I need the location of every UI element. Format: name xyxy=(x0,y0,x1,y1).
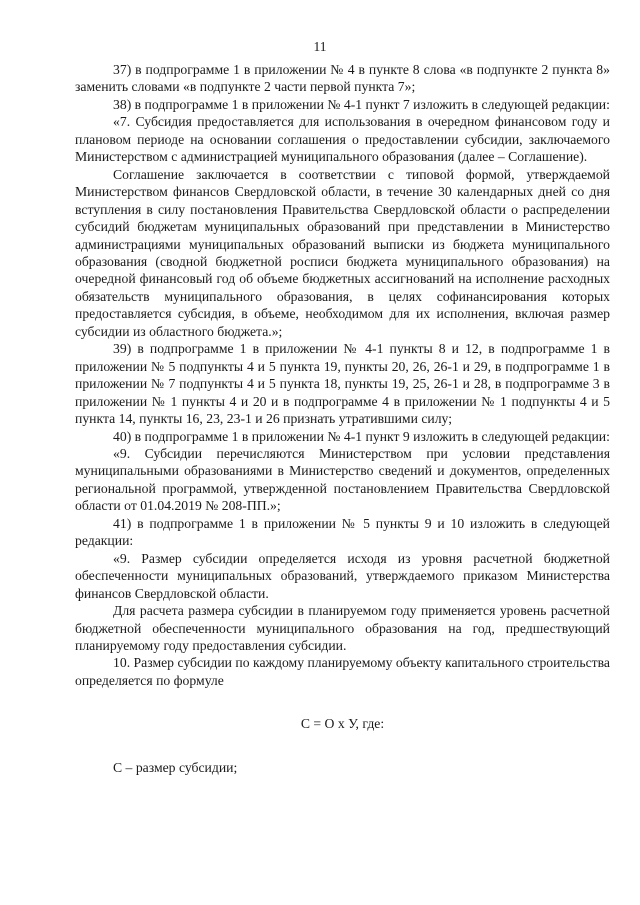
document-body xyxy=(75,61,610,776)
agreement-paragraph: Соглашение заключается в соответствии с типовой формой, утверждаемой Министерством финансов Свердловской области, в течение 30 календарных дней со дня вступления в силу постановления Правительства Свердловской области о распределении субсидий бюджетам муниципальных образований при представлении в Министерство администрациями муниципальных образований выписки из бюджета муниципального образования (сводной бюджетной росписи бюджета муниципального образования) на очередной финансовый год об объеме бюджетных ассигнований на исполнение расходных обязательств муниципального образования, в целях софинансирования которых предоставляется субсидия, в объеме, необходимом для их исполнения, включая размер субсидии из областного бюджета.»; xyxy=(75,166,610,339)
formula: С = О х У, где: xyxy=(300,716,385,732)
quoted-point-9: «9. Субсидии перечисляются Министерством при условии представления муниципальными образованиями в Министерство сведений и документов, определенных региональной программой, утвержденной постановлением Правительства Свердловской области от 01.04.2019 № 208-ПП.»; xyxy=(75,445,610,514)
formula-definition: С – размер субсидии; xyxy=(113,759,238,775)
quoted-point-9-size: «9. Размер субсидии определяется исходя из уровня расчетной бюджетной обеспеченности муниципальных образований, утверждаемого приказом Министерства финансов Свердловской области. xyxy=(75,550,610,601)
paragraph-item-39: 39) в подпрограмме 1 в приложении № 4-1 пункты 8 и 12, в подпрограмме 1 в приложении № 5 подпункты 4 и 5 пункта 19, пункты 20, 26, 26-1 и 29, в подпрограмме 1 в приложении № 7 подпункты 4 и 5 пункта 18, пункты 19, 25, 26-1 и 28, в подпрограмме 3 в приложении № 1 пункты 4 и 20 и в подпрограмме 4 в приложении № 1 подпункты 4 и 5 пункта 14, пункты 16, 23, 23-1 и 26 признать утратившими силу; xyxy=(75,341,610,427)
paragraph-item-40: 40) в подпрограмме 1 в приложении № 4-1 пункт 9 изложить в следующей редакции: xyxy=(113,428,610,444)
paragraph-item-38: 38) в подпрограмме 1 в приложении № 4-1 пункт 7 изложить в следующей редакции: xyxy=(113,96,610,112)
paragraph-item-41: 41) в подпрограмме 1 в приложении № 5 пункты 9 и 10 изложить в следующей редакции: xyxy=(75,515,610,549)
paragraph-item-37: 37) в подпрограмме 1 в приложении № 4 в пункте 8 слова «в подпункте 2 пункта 8» заменить словами «в подпункте 2 части первой пункта 7»; xyxy=(75,62,610,95)
quoted-point-10: 10. Размер субсидии по каждому планируемому объекту капитального строительства определяется по формуле xyxy=(75,655,610,688)
page-number: 11 xyxy=(313,39,327,54)
calculation-paragraph: Для расчета размера субсидии в планируемом году применяется уровень расчетной бюджетной обеспеченности муниципального образования на год, предшествующий планируемому году предоставления субсидии. xyxy=(75,603,610,653)
quoted-point-7: «7. Субсидия предоставляется для использования в очередном финансовом году и плановом периоде на основании соглашения о предоставлении субсидии, заключаемого Министерством с администрацией муниципального образования (далее – Соглашение). xyxy=(75,114,610,165)
